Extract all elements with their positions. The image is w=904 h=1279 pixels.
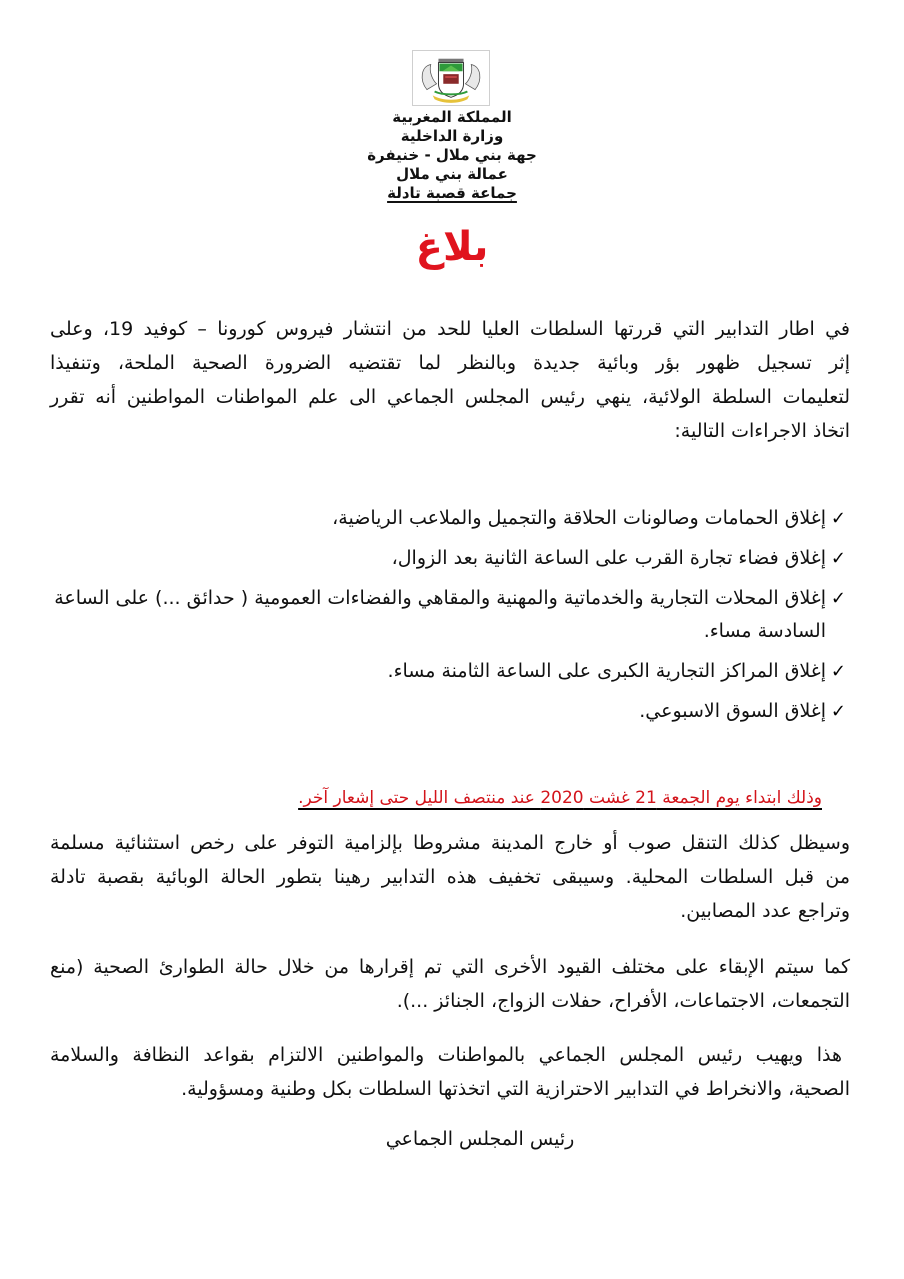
intro-line: اتخاذ الاجراءات التالية: [674, 420, 850, 442]
effective-date-notice: وذلك ابتداء يوم الجمعة 21 غشت 2020 عند منتصف الليل حتى إشعار آخر. [298, 788, 822, 808]
restrictions-line: التجمعات، الاجتماعات، الأفراح، حفلات الزواج، الجنائز ...). [396, 990, 850, 1012]
measure-text: إغلاق السوق الاسبوعي. [639, 700, 826, 722]
header-commune: جماعة قصبة تادلة [387, 184, 517, 202]
appeal-paragraph [50, 1038, 850, 1106]
issuer-header [300, 108, 604, 203]
measure-item [46, 502, 846, 535]
movement-line: وسيظل كذلك التنقل صوب أو خارج المدينة مشروطا بإلزامية التوفر على رخص استثنائية مسلمة [50, 832, 850, 854]
header-prefecture: عمالة بني ملال [396, 165, 508, 183]
checkmark-icon: ✓ [830, 548, 846, 569]
movement-line: وتراجع عدد المصابين. [680, 900, 850, 922]
measure-text: إغلاق المراكز التجارية الكبرى على الساعة الثامنة مساء. [387, 660, 826, 682]
signature: رئيس المجلس الجماعي [385, 1128, 575, 1150]
checkmark-icon: ✓ [830, 588, 846, 609]
checkmark-icon: ✓ [830, 508, 846, 529]
measures-list [46, 502, 846, 735]
restrictions-line: كما سيتم الإبقاء على مختلف القيود الأخرى التي تم إقرارها من خلال حالة الطوارئ الصحية (منع [50, 956, 850, 978]
coat-of-arms-icon [412, 50, 490, 106]
emblem-graphic [413, 51, 489, 105]
movement-paragraph [50, 826, 850, 928]
measure-text: إغلاق المحلات التجارية والخدماتية والمهنية والمقاهي والفضاءات العمومية ( حدائق ...) على الساعة السادسة مساء. [54, 587, 826, 642]
intro-paragraph [50, 312, 850, 448]
checkmark-icon: ✓ [830, 701, 846, 722]
measure-item [46, 582, 846, 648]
measure-item [46, 655, 846, 688]
document-title: بلاغ [415, 224, 489, 270]
checkmark-icon: ✓ [830, 661, 846, 682]
intro-line: لتعليمات السلطة الولائية، ينهي رئيس المجلس الجماعي الى علم المواطنات المواطنين أنه تقرر [50, 386, 850, 408]
header-ministry: وزارة الداخلية [400, 127, 504, 145]
header-kingdom: المملكة المغربية [392, 108, 512, 126]
movement-line: من قبل السلطات المحلية. وسيبقى تخفيف هذه التدابير رهينا بتطور الحالة الوبائية بقصبة تادلة [50, 866, 850, 888]
measure-item [46, 695, 846, 728]
restrictions-paragraph [50, 950, 850, 1018]
appeal-line: الصحية، والانخراط في التدابير الاحترازية التي اتخذتها السلطات بكل وطنية ومسؤولية. [181, 1078, 850, 1100]
header-region: جهة بني ملال - خنيفرة [367, 146, 537, 164]
measure-item [46, 542, 846, 575]
intro-line: إثر تسجيل ظهور بؤر وبائية جديدة وبالنظر لما تقتضيه الضرورة الصحية الملحة، وتنفيذا [50, 352, 850, 374]
measure-text: إغلاق فضاء تجارة القرب على الساعة الثانية بعد الزوال، [391, 547, 826, 569]
intro-line: في اطار التدابير التي قررتها السلطات العليا للحد من انتشار فيروس كورونا – كوفيد 19، وعلى [50, 318, 850, 340]
appeal-line: هذا ويهيب رئيس المجلس الجماعي بالمواطنات والمواطنين الالتزام بقواعد النظافة والسلامة [50, 1044, 842, 1066]
measure-text: إغلاق الحمامات وصالونات الحلاقة والتجميل والملاعب الرياضية، [332, 507, 826, 529]
